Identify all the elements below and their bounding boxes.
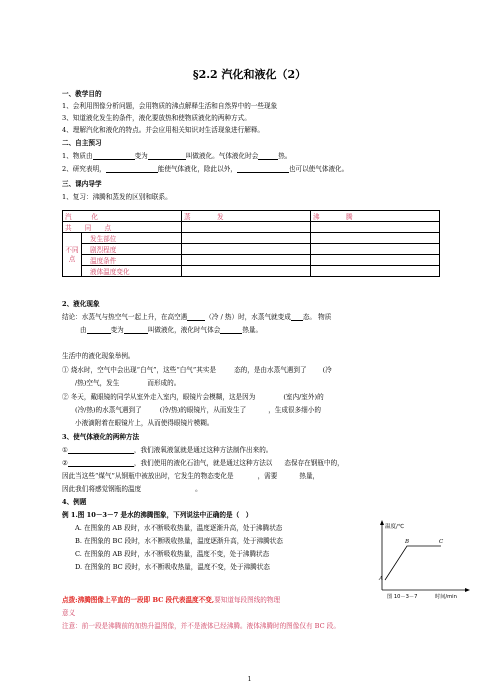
hint-line: 点拨:沸腾图像上平直的一段即 BC 段代表温度不变,要知道每段图线的物理	[62, 596, 281, 604]
subsection-heading-methods: 3、使气体液化的两种方法	[62, 433, 140, 441]
page-number: 1	[247, 676, 252, 683]
answer-option-d: D. 在图象的 BC 段时，水不断吸收热量，温度不变，处于沸腾状态	[75, 563, 270, 571]
example-line: ① 烧水时，空气中会出现“白气”，这些“白气”其实是 态的，是由水蒸气遇到了 (冷	[62, 366, 332, 374]
method-line: 因此我们将感觉钢瓶的温度 。	[62, 485, 202, 493]
method-line: ① ，我们液氧液氢就是通过这种方法制作出来的。	[62, 446, 273, 454]
table-cell	[311, 233, 440, 244]
conclusion-line: 结论：水蒸气与热空气一起上升，在高空遇 （冷 / 热）时，水蒸气就变成 态。 物质	[62, 313, 332, 321]
answer-option-a: A. 在图象的 AB 段时，水不断吸收热量，温度逐渐升高，处于沸腾状态	[75, 524, 283, 532]
table-cell	[182, 255, 311, 266]
table-header-cell: 蒸 发	[182, 211, 311, 222]
table-cell	[182, 233, 311, 244]
example-question: 例 1.图 10－3－7 是水的沸腾图象，下列说法中正确的是（ ）	[62, 511, 253, 519]
objective-item: 4、理解汽化和液化的特点。并会应用相关知识对生活现象进行解释。	[62, 126, 265, 134]
table-row-label: 剧烈程度	[82, 244, 182, 255]
table-row-label: 共 同 点	[63, 222, 182, 233]
graph-point-b: B	[405, 539, 410, 545]
objective-item: 1、会利用图像分析问题，会用物质的沸点解释生活和自然界中的一些现象	[62, 102, 278, 110]
table-cell	[182, 222, 311, 233]
example-line: (冷/热)的水蒸气遇到了 (冷/热)的眼镜片，从而发生了 ，生成很多细小的	[75, 406, 321, 414]
example-line: 小液滴附着在眼镜片上，从而使得眼镜片模糊。	[75, 419, 214, 427]
boiling-graph	[369, 518, 472, 600]
example-line: /热)空气，发生 而形成的。	[75, 379, 181, 387]
method-line: 因此当这些“煤气”从钢瓶中被放出时，它发生的物态变化是 ，需要 热量，	[62, 472, 320, 480]
hint-line: 意义	[62, 609, 76, 617]
section-heading-preview: 二、自主预习	[62, 139, 102, 147]
graph-x-label: 时间/min	[435, 594, 457, 600]
graph-background	[369, 518, 472, 600]
examples-intro: 生活中的液化现象举例。	[62, 352, 135, 360]
note-line: 注意：前一段是沸腾前的加热升温图像，并不是液体已经沸腾。液体沸腾时的图像仅有 BC 段。	[62, 622, 340, 630]
graph-point-c: C	[439, 539, 444, 545]
method-line: ② ，我们使用的液化石油气，就是通过这种方法以 态保存在钢瓶中的，	[62, 459, 344, 467]
preview-question-1: 1、物质由 变为 叫做液化。气体液化时会 热。	[62, 152, 292, 160]
table-header-cell: 汽 化	[63, 211, 182, 222]
table-cell	[311, 244, 440, 255]
section-heading-guided: 三、课内导学	[62, 180, 102, 188]
review-prompt: 1、复习：沸腾和蒸发的区别和联系。	[62, 193, 172, 201]
table-row-label: 温度条件	[82, 255, 182, 266]
comparison-table	[62, 210, 440, 277]
objective-item: 3、知道液化发生的条件，液化要放热和使物质液化的两种方式。	[62, 114, 251, 122]
page-title: §2.2 汽化和液化（2）	[192, 68, 307, 81]
graph-y-label: 温度/℃	[385, 524, 405, 530]
subsection-heading-liquefaction: 2、液化现象	[62, 300, 100, 308]
example-line: ② 冬天，戴眼镜的同学从室外走入室内，眼镜片会模糊，这是因为 (室内/室外)的	[62, 393, 324, 401]
table-cell	[311, 266, 440, 277]
preview-question-2: 2、研究表明， 能使气体液化，除此以外， 也可以使气体液化。	[62, 165, 349, 173]
subsection-heading-examples: 4、例题	[62, 498, 87, 506]
table-row-label: 不同点	[63, 233, 82, 277]
section-heading-objectives: 一、教学目的	[62, 90, 102, 98]
answer-option-b: B. 在图象的 BC 段时，水不断吸收热量，温度逐渐升高，处于沸腾状态	[75, 537, 283, 545]
table-cell	[182, 266, 311, 277]
graph-point-a: A	[379, 576, 383, 582]
graph-caption: 图 10－3－7	[387, 594, 418, 600]
table-header-cell: 沸 腾	[311, 211, 440, 222]
conclusion-line: 由 变为 叫做液化，液化时气体会 热量。	[80, 326, 263, 334]
table-row-label: 发生部位	[82, 233, 182, 244]
table-cell	[311, 255, 440, 266]
table-cell	[311, 222, 440, 233]
table-row-label: 液体温度变化	[82, 266, 182, 277]
answer-option-c: C. 在图象的 AB 段时，水不断吸收热量，温度不变，处于沸腾状态	[75, 550, 270, 558]
table-cell	[182, 244, 311, 255]
